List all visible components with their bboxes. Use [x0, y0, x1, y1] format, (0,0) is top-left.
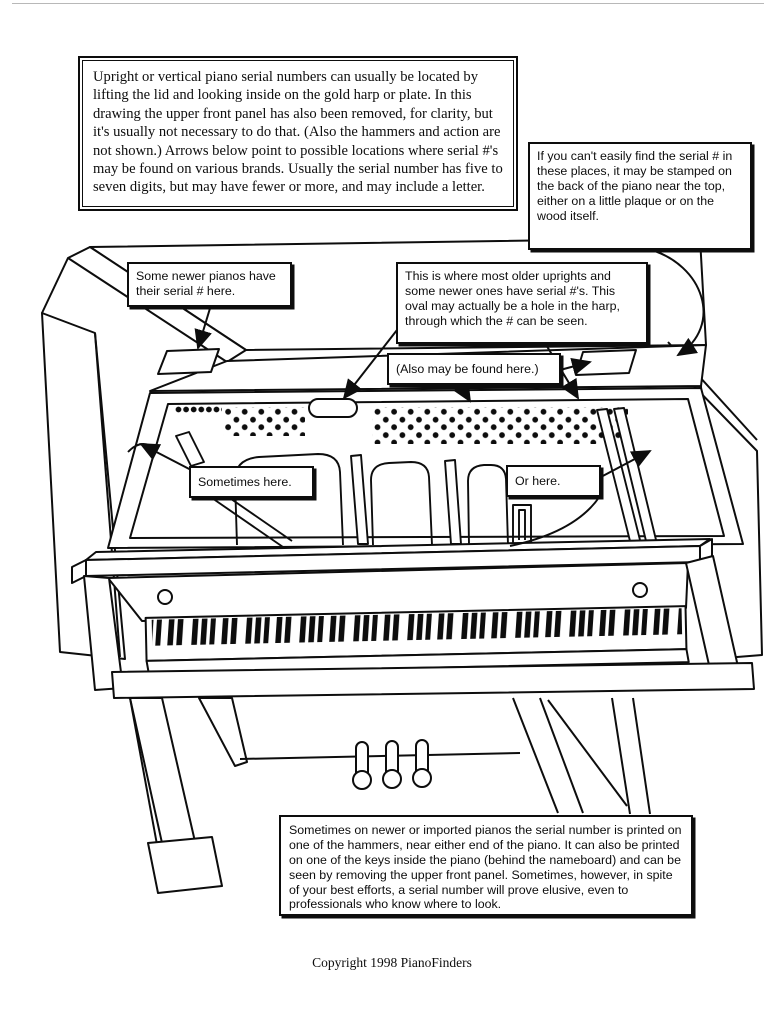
callout-newer-pianos	[127, 262, 292, 307]
tuning-pins-right-band	[372, 407, 628, 444]
callout-sometimes-here	[189, 466, 314, 498]
callout-or-here-text: Or here.	[515, 474, 561, 488]
left-foot	[148, 837, 222, 893]
callout-hammers-note-text: Sometimes on newer or imported pianos the serial number is printed on one of the hammers, near either end of the piano. It can also be printed on one of the keys inside the piano (behind the nameboard) and can be seen by removing the upper front panel. Sometimes, however, in spite of your best efforts, a serial number will prove elusive, even to professionals who know where to look.	[289, 823, 682, 912]
right-leg	[513, 698, 650, 814]
keyboard	[146, 606, 689, 674]
callout-newer-pianos-text: Some newer pianos have their serial # here.	[136, 269, 276, 298]
hinge-pin-right	[633, 583, 647, 597]
intro-text: Upright or vertical piano serial numbers can usually be located by lifting the lid and looking inside on the gold harp or plate. In this drawing the upper front panel has also been removed, for clarity, but it's usually not necessary to do that. (Also the hammers and action are not shown.) Arrows below point to possible locations where serial #'s may be found on various brands. Usually the serial number has five to seven digits, but may have fewer or more, and may include a letter.	[82, 60, 514, 207]
callout-back-stamp-text: If you can't easily find the serial # in these places, it may be stamped on the back of the piano near the top, either on a little plaque or on the wood itself.	[537, 149, 733, 223]
callout-sometimes-here-text: Sometimes here.	[198, 475, 292, 489]
tuning-pins-left-cluster	[223, 407, 305, 436]
left-leg-back-post	[199, 698, 247, 766]
callout-hammers-note	[279, 815, 693, 916]
pedals	[353, 740, 431, 789]
hinge-pin-left	[158, 590, 172, 604]
callout-older-uprights	[396, 262, 648, 344]
pedal-board	[240, 753, 520, 759]
serial-plaque-left	[158, 349, 219, 374]
callout-older-uprights-text: This is where most older uprights and some newer ones have serial #'s. This oval may actually be a hole in the harp, through which the # can be seen.	[405, 269, 620, 328]
callout-back-stamp	[528, 142, 752, 250]
copyright-line: Copyright 1998 PianoFinders	[312, 955, 472, 970]
serial-number-oval	[309, 399, 357, 417]
left-leg	[130, 698, 196, 852]
callout-or-here	[506, 465, 601, 497]
intro-text-box	[78, 56, 518, 211]
tuning-pins-left-row	[175, 405, 222, 414]
callout-also-found-text: (Also may be found here.)	[396, 362, 539, 376]
callout-also-found	[387, 353, 561, 385]
